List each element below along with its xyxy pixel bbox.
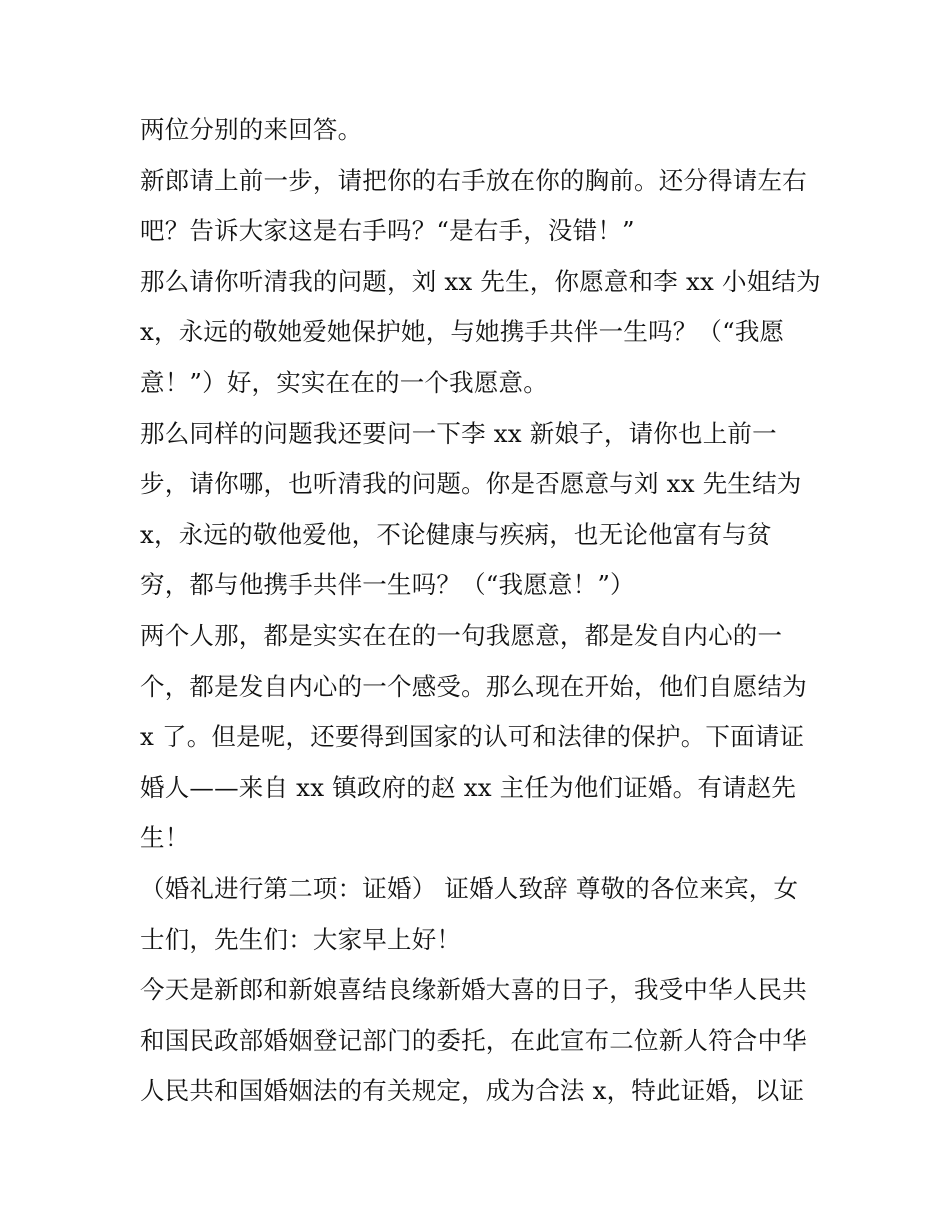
text-line: 两位分别的来回答。 xyxy=(140,115,363,144)
text-line: 士们，先生们：大家早上好！ xyxy=(140,925,462,954)
text-line: 穷，都与他携手共伴一生吗？（“我愿意！”） xyxy=(140,570,635,599)
text-line: x，永远的敬他爱他，不论健康与疾病，也无论他富有与贫 xyxy=(140,520,772,549)
text-line: 新郎请上前一步，请把你的右手放在你的胸前。还分得请左右 xyxy=(140,166,807,195)
text-line: 婚人——来自 xx 镇政府的赵 xx 主任为他们证婚。有请赵先 xyxy=(140,773,797,802)
text-line: 今天是新郎和新娘喜结良缘新婚大喜的日子，我受中华人民共 xyxy=(140,975,807,1004)
text-line: x，永远的敬她爱她保护她，与她携手共伴一生吗？（“我愿 xyxy=(140,317,785,346)
text-line: 步，请你哪，也听清我的问题。你是否愿意与刘 xx 先生结为 xyxy=(140,469,802,498)
text-line: 意！”）好，实实在在的一个我愿意。 xyxy=(140,368,548,397)
text-line: 两个人那，都是实实在在的一句我愿意，都是发自内心的一 xyxy=(140,621,783,650)
text-line: 那么同样的问题我还要问一下李 xx 新娘子，请你也上前一 xyxy=(140,419,777,448)
text-line: 那么请你听清我的问题，刘 xx 先生，你愿意和李 xx 小姐结为 xyxy=(140,267,821,296)
text-line: 个，都是发自内心的一个感受。那么现在开始，他们自愿结为 xyxy=(140,672,807,701)
text-line: 和国民政部婚姻登记部门的委托，在此宣布二位新人符合中华 xyxy=(140,1026,807,1055)
text-line: 生！ xyxy=(140,823,190,852)
text-line: 吧？告诉大家这是右手吗？“是右手，没错！” xyxy=(140,216,635,245)
text-line: 人民共和国婚姻法的有关规定，成为合法 x，特此证婚，以证 xyxy=(140,1076,805,1105)
text-line: （婚礼进行第二项：证婚） 证婚人致辞 尊敬的各位来宾，女 xyxy=(140,874,799,903)
text-line: x 了。但是呢，还要得到国家的认可和法律的保护。下面请证 xyxy=(140,722,805,751)
